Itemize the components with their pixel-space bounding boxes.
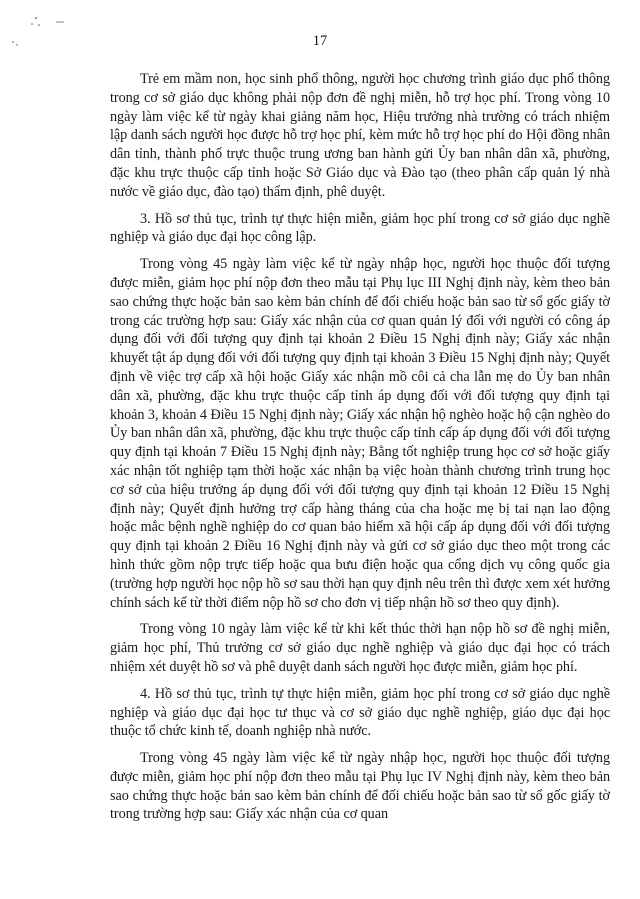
paragraph-public-approval: Trong vòng 10 ngày làm việc kể từ khi kết thúc thời hạn nộp hồ sơ đề nghị miễn, giảm học phí, Thủ trưởng cơ sở giáo dục nghề nghiệp và giáo dục đại học có trách nhiệm xét duyệt hồ sơ và phê duyệt danh sách người học được miễn, giảm học phí. (110, 621, 610, 675)
section-4-heading: 4. Hồ sơ thủ tục, trình tự thực hiện miễn, giảm học phí trong cơ sở giáo dục nghề nghiệp và giáo dục đại học tư thục và cơ sở giáo dục nghề nghiệp, giáo dục đại học thuộc tổ chức kinh tế, doanh nghiệp nhà nước. (110, 685, 610, 740)
section-3-heading: 3. Hồ sơ thủ tục, trình tự thực hiện miễn, giảm học phí trong cơ sở giáo dục nghề nghiệp và giáo dục đại học công lập. (110, 210, 610, 246)
paragraph-public-application: Trong vòng 45 ngày làm việc kể từ ngày nhập học, người học thuộc đối tượng được miễn, giảm học phí nộp đơn theo mẫu tại Phụ lục III Nghị định này, kèm theo bản sao chứng thực hoặc bản sao kèm bản chính để đối chiếu hoặc bản sao từ sổ gốc giấy tờ trong các trường hợp sau: Giấy xác nhận của cơ quan quản lý đối với người có công áp dụng đối với đối tượng quy định tại khoản 2 Điều 15 Nghị định này; Giấy xác nhận khuyết tật áp dụng đối với đối tượng quy định tại khoản 3 Điều 15 Nghị định này; Quyết định về việc trợ cấp xã hội hoặc Giấy xác nhận mồ côi cả cha lẫn mẹ do Ủy ban nhân dân xã, phường, đặc khu trực thuộc cấp tỉnh áp dụng đối với đối tượng quy định tại khoản 3, khoản 4 Điều 15 Nghị định này; Giấy xác nhận hộ nghèo hoặc hộ cận nghèo do Ủy ban nhân dân xã, phường, đặc khu trực thuộc cấp tỉnh cấp áp dụng đối với đối tượng quy định tại khoản 7 Điều 15 Nghị định này; Bằng tốt nghiệp trung học cơ sở hoặc giấy xác nhận tốt nghiệp tạm thời hoặc xác nhận bạ việc hoàn thành chương trình trung học cơ sở của hiệu trưởng áp dụng đối với đối tượng quy định tại khoản 12 Điều 15 Nghị định này; Quyết định hưởng trợ cấp hàng tháng của cha hoặc mẹ bị tai nạn lao động hoặc mắc bệnh nghề nghiệp do cơ quan bảo hiểm xã hội cấp áp dụng đối với đối tượng quy định tại khoản 2 Điều 16 Nghị định này và gửi cơ sở giáo dục theo một trong các hình thức gồm nộp trực tiếp hoặc qua bưu điện hoặc qua cổng dịch vụ công quốc gia (trường hợp người học nộp hồ sơ sau thời hạn quy định nêu trên thì được xem xét hưởng chính sách kể từ thời điểm nộp hồ sơ cho đơn vị tiếp nhận hồ sơ theo quy định). (110, 256, 610, 611)
document-body (110, 70, 610, 832)
scan-speck (35, 17, 37, 19)
paragraph-support-procedure: Trẻ em mầm non, học sinh phổ thông, người học chương trình giáo dục phổ thông trong cơ sở giáo dục không phải nộp đơn đề nghị miễn, hỗ trợ học phí. Trong vòng 10 ngày làm việc kể từ ngày khai giảng năm học, Hiệu trưởng nhà trường có trách nhiệm lập danh sách người học được hỗ trợ học phí, kèm mức hỗ trợ học phí do Hội đồng nhân dân tỉnh, thành phố trực thuộc trung ương ban hành gửi Ủy ban nhân dân xã, phường, đặc khu trực thuộc cấp tỉnh hoặc Sở Giáo dục và Đào tạo (theo phân cấp quản lý nhà nước về giáo dục, đào tạo) thẩm định, phê duyệt. (110, 71, 610, 200)
scan-speck (38, 24, 40, 26)
scan-speck (31, 23, 33, 25)
paragraph-private-application: Trong vòng 45 ngày làm việc kể từ ngày nhập học, người học thuộc đối tượng được miễn, giảm học phí nộp đơn theo mẫu tại Phụ lục IV Nghị định này, kèm theo bản sao chứng thực hoặc bản sao kèm bản chính để đối chiếu hoặc bản sao từ sổ gốc giấy tờ trong trường hợp sau: Giấy xác nhận của cơ quan (110, 750, 610, 823)
page-number: 17 (312, 33, 328, 49)
